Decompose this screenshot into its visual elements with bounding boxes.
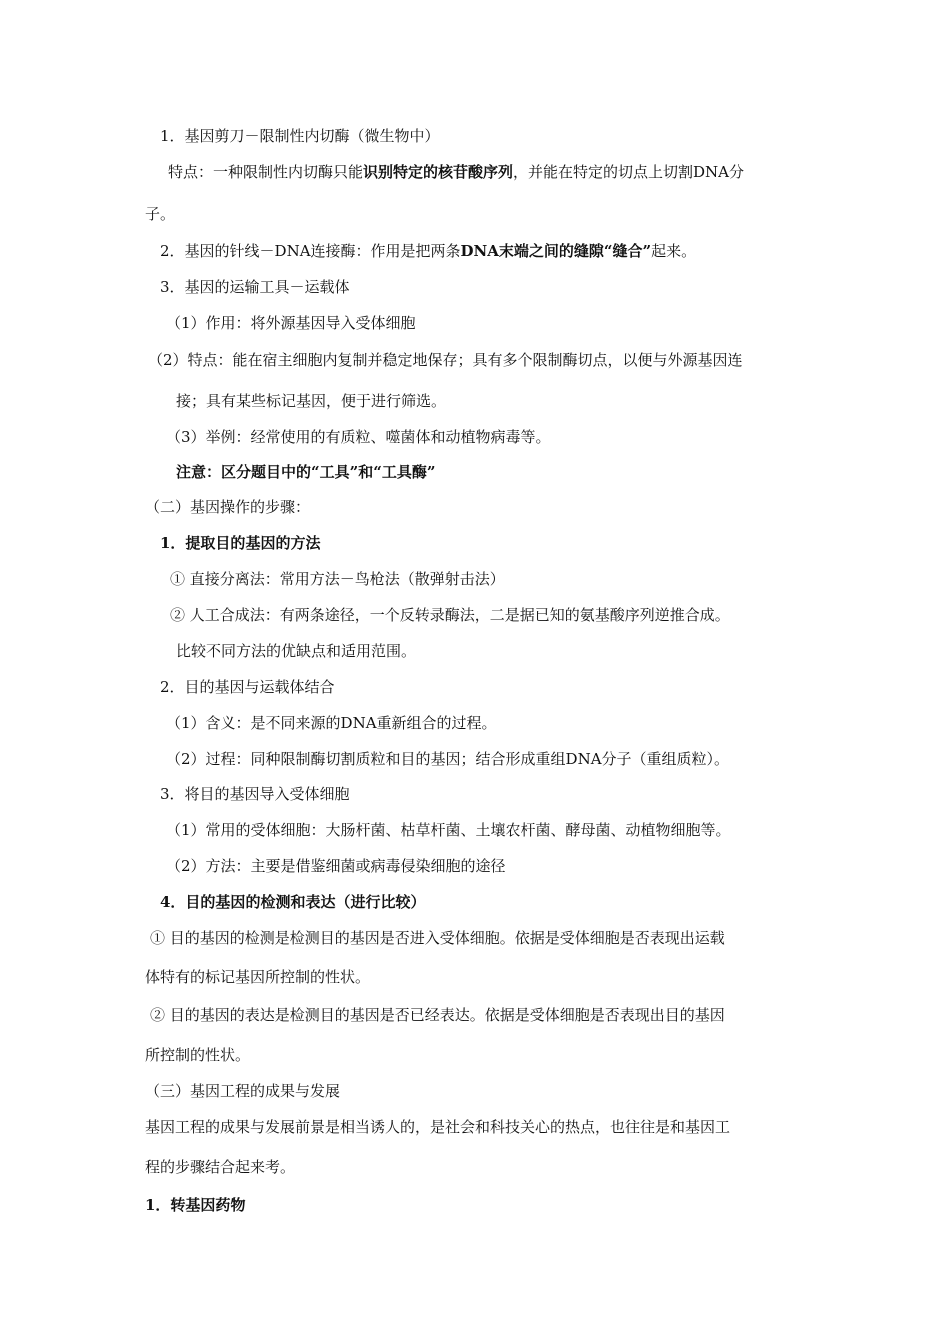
text-run: 特点：一种限制性内切酶只能 xyxy=(168,163,364,181)
emphasis-text: 识别特定的核苷酸序列 xyxy=(363,163,514,181)
subsection-heading: 1．提取目的基因的方法 xyxy=(160,534,321,552)
paragraph-continuation: 接；具有某些标记基因，便于进行筛选。 xyxy=(176,392,447,410)
list-item: ② 目的基因的表达是检测目的基因是否已经表达。依据是受体细胞是否表现出目的基因 xyxy=(150,1006,725,1024)
section-heading: （二）基因操作的步骤： xyxy=(145,498,311,516)
paragraph-dna-ligase xyxy=(160,241,696,261)
subsection-heading: 4．目的基因的检测和表达（进行比较） xyxy=(160,893,426,911)
text-run: 起来。 xyxy=(651,242,697,260)
paragraph-continuation: 所控制的性状。 xyxy=(145,1046,251,1064)
subsection-heading: 1．转基因药物 xyxy=(145,1196,246,1214)
heading-vector: 3．基因的运输工具－运载体 xyxy=(160,278,350,296)
paragraph-continuation: 子。 xyxy=(145,205,176,223)
list-item: （2）过程：同种限制酶切割质粒和目的基因；结合形成重组DNA分子（重组质粒）。 xyxy=(166,750,730,768)
paragraph-continuation: 程的步骤结合起来考。 xyxy=(145,1158,296,1176)
list-item: ① 直接分离法：常用方法－鸟枪法（散弹射击法） xyxy=(170,570,505,588)
emphasis-text: DNA末端之间的缝隙“缝合” xyxy=(460,242,652,260)
paragraph: 基因工程的成果与发展前景是相当诱人的，是社会和科技关心的热点，也往往是和基因工 xyxy=(145,1118,731,1136)
list-item: （3）举例：经常使用的有质粒、噬菌体和动植物病毒等。 xyxy=(166,428,551,446)
paragraph-continuation: 体特有的标记基因所控制的性状。 xyxy=(145,968,371,986)
subsection-heading: 2．目的基因与运载体结合 xyxy=(160,678,335,696)
paragraph: 比较不同方法的优缺点和适用范围。 xyxy=(176,642,417,660)
list-item: （1）含义：是不同来源的DNA重新组合的过程。 xyxy=(166,714,497,732)
list-item: （1）常用的受体细胞：大肠杆菌、枯草杆菌、土壤农杆菌、酵母菌、动植物细胞等。 xyxy=(166,821,731,839)
section-heading: （三）基因工程的成果与发展 xyxy=(145,1082,341,1100)
list-item: ② 人工合成法：有两条途径，一个反转录酶法，二是据已知的氨基酸序列逆推合成。 xyxy=(170,606,730,624)
subsection-heading: 3．将目的基因导入受体细胞 xyxy=(160,785,350,803)
text-run: 2．基因的针线－DNA连接酶：作用是把两条 xyxy=(160,242,461,260)
note-heading: 注意：区分题目中的“工具”和“工具酶” xyxy=(176,463,436,481)
list-item: （1）作用：将外源基因导入受体细胞 xyxy=(166,314,416,332)
list-item: （2）方法：主要是借鉴细菌或病毒侵染细胞的途径 xyxy=(166,857,506,875)
text-run: ，并能在特定的切点上切割DNA分 xyxy=(513,163,745,181)
list-item: ① 目的基因的检测是检测目的基因是否进入受体细胞。依据是受体细胞是否表现出运载 xyxy=(150,929,725,947)
list-item: （2）特点：能在宿主细胞内复制并稳定地保存；具有多个限制酶切点，以便与外源基因连 xyxy=(148,351,743,369)
heading-restriction-enzyme: 1．基因剪刀－限制性内切酶（微生物中） xyxy=(160,127,440,145)
paragraph-enzyme-feature xyxy=(168,162,744,182)
